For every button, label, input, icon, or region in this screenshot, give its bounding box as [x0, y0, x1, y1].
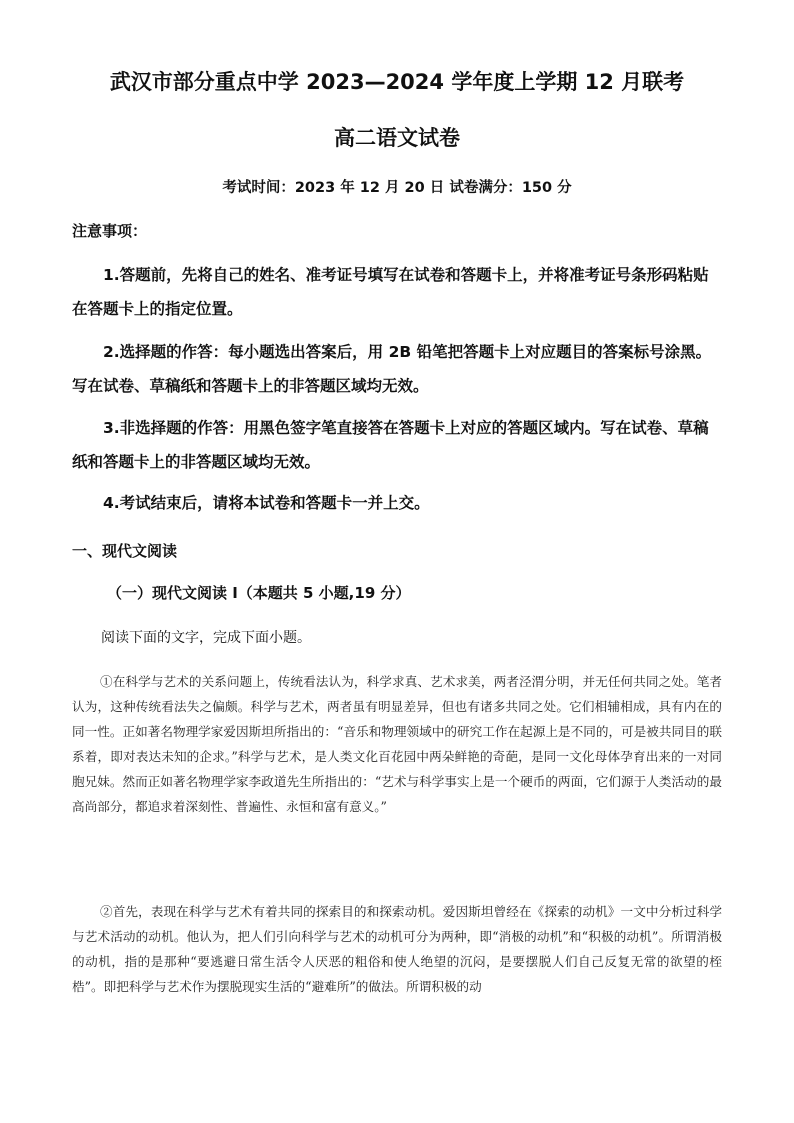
- note-item: 3.非选择题的作答：用黑色签字笔直接答在答题卡上对应的答题区域内。写在试卷、草稿纸和答题卡上的非答题区域均无效。: [72, 419, 709, 471]
- passage-paragraph-2: ②首先，表现在科学与艺术有着共同的探索目的和探索动机。爱因斯坦曾经在《探索的动机》一文中分析过科学与艺术活动的动机。他认为，把人们引向科学与艺术的动机可分为两种，即“消极的动机”和“积极的动机”。所谓消极的动机，指的是那种“要逃避日常生活令人厌恶的粗俗和使人绝望的沉闷，是要摆脱人们自己反复无常的欲望的桎梏”。即把科学与艺术作为摆脱现实生活的“避难所”的做法。所谓积极的动: [72, 904, 722, 994]
- note-item: 2.选择题的作答：每小题选出答案后，用 2B 铅笔把答题卡上对应题目的答案标号涂黑。写在试卷、草稿纸和答题卡上的非答题区域均无效。: [72, 343, 712, 395]
- exam-title: 武汉市部分重点中学 2023—2024 学年度上学期 12 月联考: [109, 70, 685, 94]
- notes-heading: 注意事项：: [72, 222, 148, 240]
- passage-paragraph-1: ①在科学与艺术的关系问题上，传统看法认为，科学求真、艺术求美，两者泾渭分明，并无任何共同之处。笔者认为，这种传统看法失之偏颇。科学与艺术，两者虽有明显差异，但也有诸多共同之处。它们相辅相成，具有内在的同一性。正如著名物理学家爱因斯坦所指出的：“音乐和物理领域中的研究工作在起源上是不同的，可是被共同目的联系着，即对表达未知的企求。”科学与艺术，是人类文化百花园中两朵鲜艳的奇葩，是同一文化母体孕育出来的一对同胞兄妹。然而正如著名物理学家李政道先生所指出的：“艺术与科学事实上是一个硬币的两面，它们源于人类活动的最高尚部分，都追求着深刻性、普遍性、永恒和富有意义。”: [72, 674, 722, 814]
- section-subheading: （一）现代文阅读 I（本题共 5 小题,19 分）: [107, 584, 411, 602]
- exam-meta: 考试时间：2023 年 12 月 20 日 试卷满分：150 分: [222, 180, 572, 196]
- reading-instruction: 阅读下面的文字，完成下面小题。: [101, 630, 311, 646]
- exam-subtitle: 高二语文试卷: [334, 126, 460, 150]
- note-item: 4.考试结束后，请将本试卷和答题卡一并上交。: [103, 494, 430, 512]
- note-item: 1.答题前，先将自己的姓名、准考证号填写在试卷和答题卡上，并将准考证号条形码粘贴在答题卡上的指定位置。: [72, 266, 709, 318]
- section-heading: 一、现代文阅读: [72, 542, 178, 560]
